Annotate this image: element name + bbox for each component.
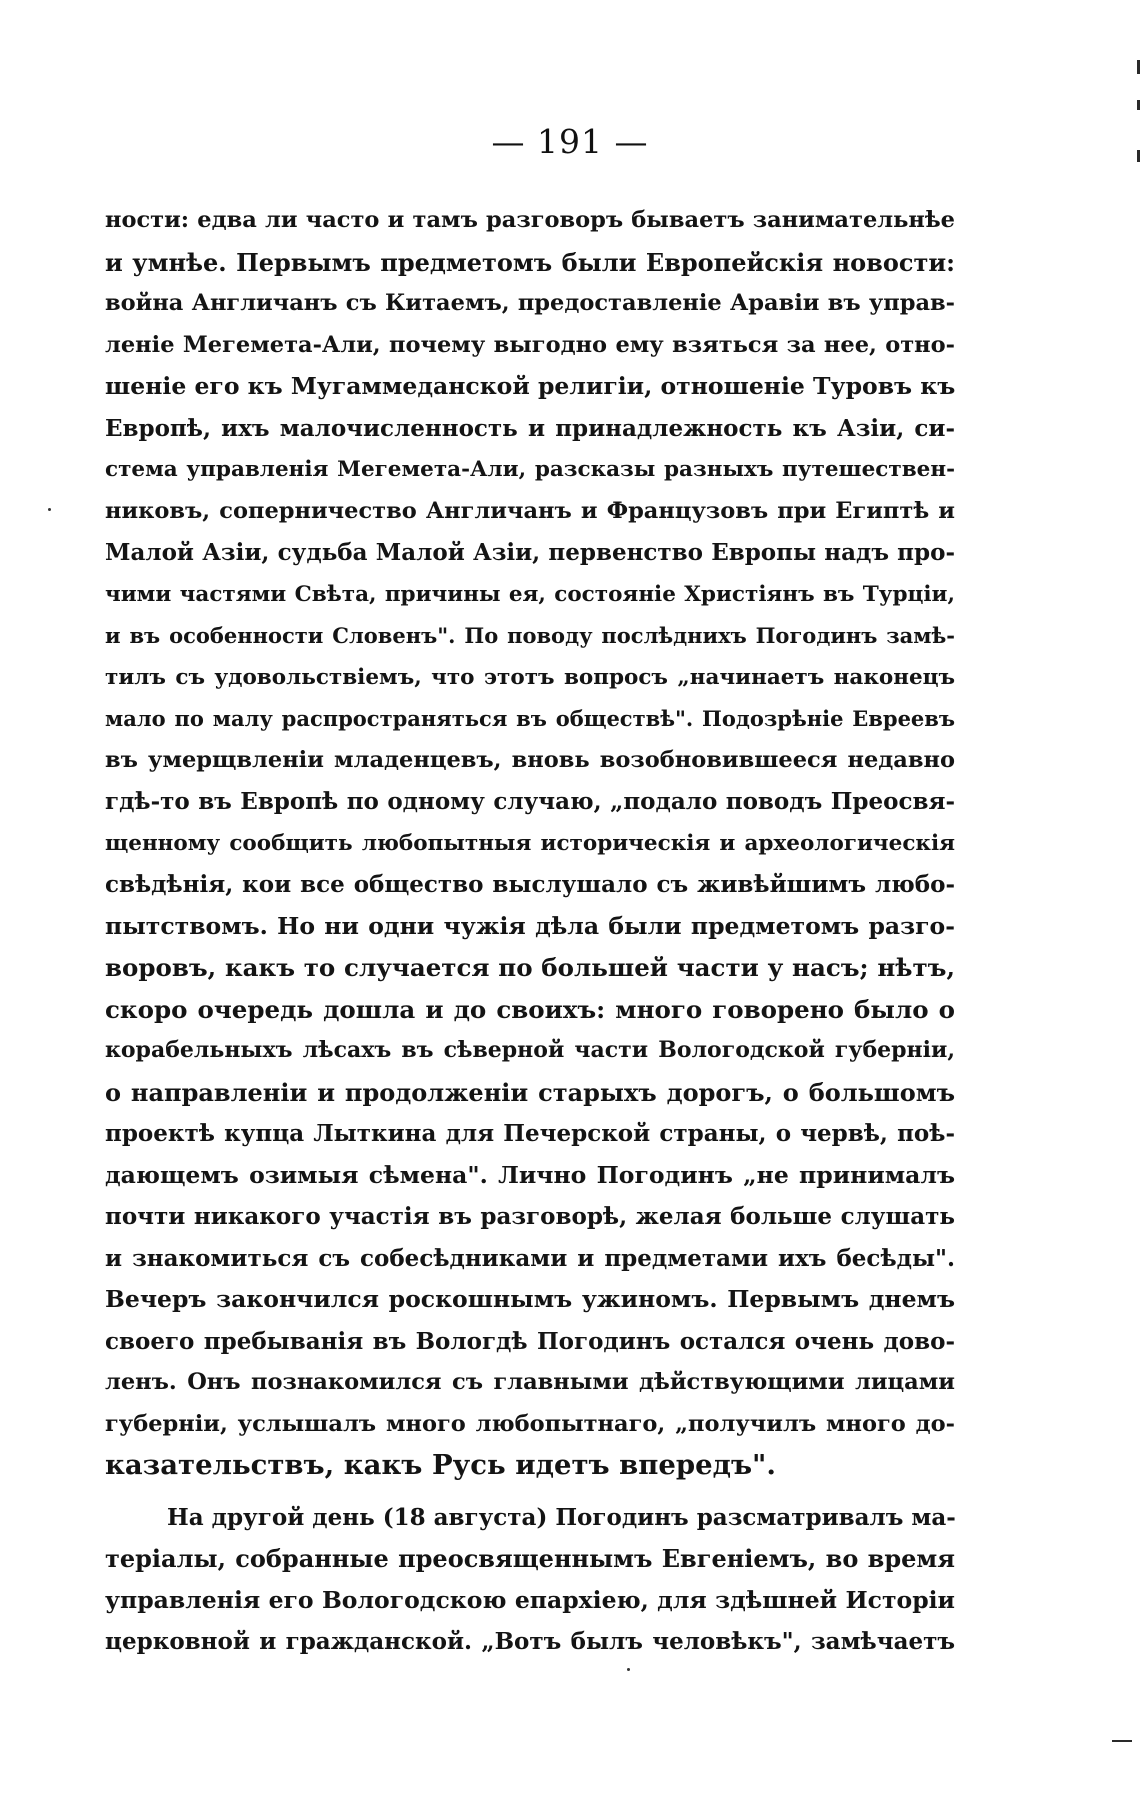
text-line: ности: едва ли часто и тамъ разговоръ бываетъ занимательнѣе	[105, 207, 955, 233]
paragraph-1	[105, 200, 955, 1487]
text-line: и умнѣе. Первымъ предметомъ были Европейскія новости:	[105, 247, 955, 277]
text-line: мало по малу распространяться въ обществѣ". Подозрѣніе Евреевъ	[105, 706, 955, 731]
text-line: проектѣ купца Лыткина для Печерской страны, о червѣ, поѣ-	[105, 1120, 955, 1147]
text-line: Вечеръ закончился роскошнымъ ужиномъ. Первымъ днемъ	[105, 1285, 955, 1313]
paragraph-2	[105, 1497, 955, 1663]
text-line: въ умерщвленіи младенцевъ, вновь возобновившееся недавно	[105, 746, 955, 773]
text-line: свѣдѣнія, кои все общество выслушало съ живѣйшимъ любо-	[105, 871, 955, 898]
text-line: На другой день (18 августа) Погодинъ разсматривалъ ма-	[167, 1503, 956, 1531]
text-line: церковной и гражданской. „Вотъ былъ человѣкъ", замѣчаетъ	[105, 1628, 955, 1655]
scan-speck	[627, 1668, 630, 1671]
text-line: пытствомъ. Но ни одни чужія дѣла были предметомъ разго-	[105, 911, 955, 940]
text-line: о направленіи и продолженіи старыхъ дорогъ, о большомъ	[105, 1077, 955, 1107]
text-line: Малой Азіи, судьба Малой Азіи, первенство Европы надъ про-	[105, 539, 955, 566]
scan-speck	[48, 508, 51, 511]
text-line: казательствъ, какъ Русь идетъ впередъ".	[105, 1449, 776, 1481]
text-line: воровъ, какъ то случается по большей части у насъ; нѣтъ,	[105, 953, 955, 982]
text-line: никовъ, соперничество Англичанъ и Французовъ при Египтѣ и	[105, 497, 955, 524]
text-line: почти никакого участія въ разговорѣ, желая больше слушать	[105, 1203, 955, 1230]
text-line: своего пребыванія въ Вологдѣ Погодинъ остался очень дово-	[105, 1327, 955, 1355]
scan-dash-mark	[1112, 1740, 1132, 1742]
text-line: гдѣ-то въ Европѣ по одному случаю, „подало поводъ Преосвя-	[105, 788, 955, 815]
text-line: губерніи, услышалъ много любопытнаго, „получилъ много до-	[105, 1410, 955, 1437]
text-line: шеніе его къ Мугаммеданской религіи, отношеніе Туровъ къ	[105, 372, 956, 400]
text-line: щенному сообщить любопытныя историческія и археологическія	[105, 830, 955, 856]
text-line: война Англичанъ съ Китаемъ, предоставленіе Аравіи въ управ-	[105, 290, 955, 316]
page-number: — 191 —	[491, 122, 649, 161]
text-line: дающемъ озимыя сѣмена". Лично Погодинъ „не принималъ	[105, 1160, 955, 1189]
text-line: стема управленія Мегемета-Али, разсказы разныхъ путешествен-	[105, 457, 955, 482]
text-line: чими частями Свѣта, причины ея, состояніе Христіянъ въ Турціи,	[105, 581, 955, 607]
text-line: корабельныхъ лѣсахъ въ сѣверной части Вологодской губерніи,	[105, 1037, 955, 1063]
paragraph-gap	[105, 1487, 955, 1497]
text-line: и въ особенности Словенъ". По поводу послѣднихъ Погодинъ замѣ-	[105, 623, 955, 648]
text-line: управленія его Вологодскою епархіею, для здѣшней Исторіи	[105, 1585, 955, 1614]
text-line: леніе Мегемета-Али, почему выгодно ему взяться за нее, отно-	[105, 331, 955, 358]
text-line: тилъ съ удовольствіемъ, что этотъ вопросъ „начинаетъ наконецъ	[105, 664, 955, 690]
text-line: Европѣ, ихъ малочисленность и принадлежность къ Азіи, си-	[105, 414, 955, 442]
text-line: скоро очередь дошла и до своихъ: много говорено было о	[105, 994, 955, 1024]
text-line: ленъ. Онъ познакомился съ главными дѣйствующими лицами	[105, 1369, 955, 1395]
text-line: теріалы, собранные преосвященнымъ Евгеніемъ, во время	[105, 1544, 955, 1573]
text-line: и знакомиться съ собесѣдниками и предметами ихъ бесѣды".	[105, 1244, 955, 1272]
body-text	[105, 200, 955, 1663]
